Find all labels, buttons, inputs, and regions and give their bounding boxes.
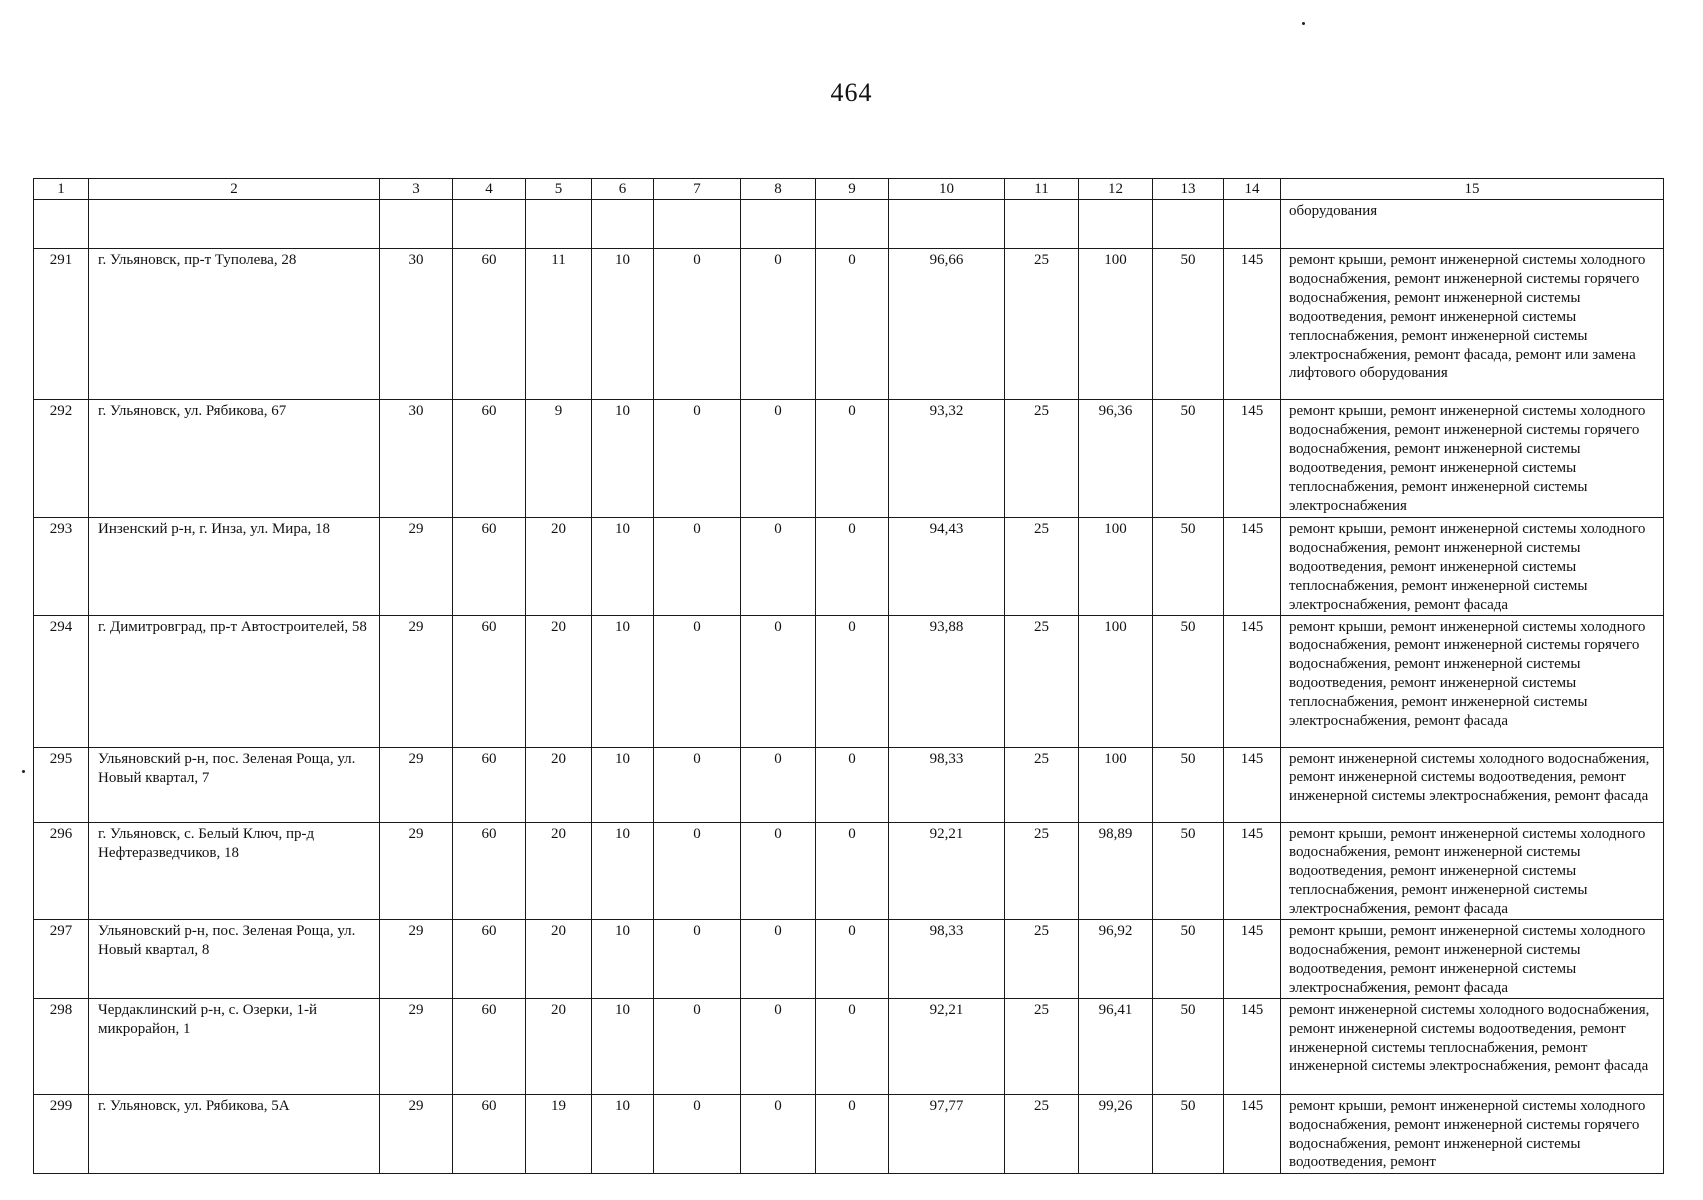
- row-number: 298: [34, 998, 89, 1094]
- value-cell: 60: [453, 249, 526, 400]
- table-row: [34, 518, 1664, 616]
- value-cell: 29: [380, 518, 453, 616]
- value-cell: 0: [654, 615, 741, 747]
- address-cell: Ульяновский р-н, пос. Зеленая Роща, ул. Новый квартал, 7: [89, 747, 380, 822]
- address-cell: г. Ульяновск, ул. Рябикова, 5А: [89, 1094, 380, 1173]
- value-cell: 93,32: [889, 400, 1005, 518]
- value-cell: 20: [526, 998, 592, 1094]
- value-cell: 10: [592, 615, 654, 747]
- works-list: ремонт крыши, ремонт инженерной системы холодного водоснабжения, ремонт инженерной системы водоотведения, ремонт инженерной системы теплоснабжения, ремонт инженерной системы электроснабжения, ремонт фасада: [1281, 518, 1664, 616]
- registry-table: [33, 178, 1664, 1174]
- address-cell: Ульяновский р-н, пос. Зеленая Роща, ул. Новый квартал, 8: [89, 920, 380, 999]
- value-cell: 0: [654, 1094, 741, 1173]
- works-list: ремонт инженерной системы холодного водоснабжения, ремонт инженерной системы водоотведения, ремонт инженерной системы теплоснабжения, ремонт инженерной системы электроснабжения, ремонт фасада: [1281, 998, 1664, 1094]
- works-list: оборудования: [1281, 200, 1664, 249]
- value-cell: 145: [1224, 822, 1281, 920]
- works-list: ремонт крыши, ремонт инженерной системы холодного водоснабжения, ремонт инженерной системы водоотведения, ремонт инженерной системы электроснабжения, ремонт фасада: [1281, 920, 1664, 999]
- value-cell: 20: [526, 518, 592, 616]
- value-cell: 25: [1005, 249, 1079, 400]
- value-cell: 0: [654, 998, 741, 1094]
- value-cell: 60: [453, 615, 526, 747]
- row-number: 293: [34, 518, 89, 616]
- table-row: [34, 249, 1664, 400]
- value-cell: 0: [741, 615, 816, 747]
- value-cell: 60: [453, 998, 526, 1094]
- value-cell: 29: [380, 998, 453, 1094]
- value-cell: 145: [1224, 920, 1281, 999]
- value-cell: 0: [816, 998, 889, 1094]
- value-cell: 96,92: [1079, 920, 1153, 999]
- value-cell: 30: [380, 400, 453, 518]
- value-cell: 92,21: [889, 998, 1005, 1094]
- value-cell: 19: [526, 1094, 592, 1173]
- value-cell: 29: [380, 615, 453, 747]
- value-cell: 50: [1153, 518, 1224, 616]
- table-row: [34, 822, 1664, 920]
- value-cell: 98,33: [889, 747, 1005, 822]
- value-cell: 29: [380, 1094, 453, 1173]
- row-number: 299: [34, 1094, 89, 1173]
- value-cell: 9: [526, 400, 592, 518]
- value-cell: 145: [1224, 615, 1281, 747]
- value-cell: 29: [380, 920, 453, 999]
- table-row: [34, 400, 1664, 518]
- value-cell: 10: [592, 998, 654, 1094]
- value-cell: 10: [592, 822, 654, 920]
- column-header: 12: [1079, 179, 1153, 200]
- works-list: ремонт крыши, ремонт инженерной системы холодного водоснабжения, ремонт инженерной системы водоотведения, ремонт инженерной системы теплоснабжения, ремонт инженерной системы электроснабжения, ремонт фасада: [1281, 822, 1664, 920]
- value-cell: 50: [1153, 400, 1224, 518]
- value-cell: 50: [1153, 747, 1224, 822]
- column-header: 3: [380, 179, 453, 200]
- row-number: 292: [34, 400, 89, 518]
- value-cell: 25: [1005, 920, 1079, 999]
- value-cell: 0: [654, 249, 741, 400]
- value-cell: 25: [1005, 998, 1079, 1094]
- value-cell: 20: [526, 920, 592, 999]
- value-cell: 0: [654, 920, 741, 999]
- value-cell: 0: [816, 1094, 889, 1173]
- value-cell: 50: [1153, 615, 1224, 747]
- value-cell: 145: [1224, 249, 1281, 400]
- value-cell: 10: [592, 518, 654, 616]
- value-cell: 25: [1005, 822, 1079, 920]
- value-cell: 50: [1153, 822, 1224, 920]
- value-cell: 93,88: [889, 615, 1005, 747]
- value-cell: 50: [1153, 920, 1224, 999]
- value-cell: 0: [816, 920, 889, 999]
- column-header: 4: [453, 179, 526, 200]
- column-header: 8: [741, 179, 816, 200]
- column-header: 15: [1281, 179, 1664, 200]
- continuation-row: [34, 200, 1664, 249]
- value-cell: 50: [1153, 249, 1224, 400]
- works-list: ремонт крыши, ремонт инженерной системы холодного водоснабжения, ремонт инженерной системы горячего водоснабжения, ремонт инженерной системы водоотведения, ремонт инженерной системы теплоснабжения, ремонт инженерной системы электроснабжения, ремонт фасада, ремонт или замена лифтового оборудования: [1281, 249, 1664, 400]
- value-cell: 100: [1079, 518, 1153, 616]
- value-cell: 100: [1079, 615, 1153, 747]
- value-cell: 92,21: [889, 822, 1005, 920]
- value-cell: 11: [526, 249, 592, 400]
- value-cell: 0: [741, 249, 816, 400]
- value-cell: 0: [741, 822, 816, 920]
- value-cell: 0: [816, 822, 889, 920]
- scan-speck: [22, 770, 25, 773]
- address-cell: Инзенский р-н, г. Инза, ул. Мира, 18: [89, 518, 380, 616]
- value-cell: 0: [741, 998, 816, 1094]
- value-cell: 10: [592, 400, 654, 518]
- value-cell: 10: [592, 920, 654, 999]
- value-cell: 60: [453, 747, 526, 822]
- row-number: 297: [34, 920, 89, 999]
- value-cell: 100: [1079, 747, 1153, 822]
- column-header: 1: [34, 179, 89, 200]
- column-header: 13: [1153, 179, 1224, 200]
- address-cell: г. Димитровград, пр-т Автостроителей, 58: [89, 615, 380, 747]
- row-number: 291: [34, 249, 89, 400]
- value-cell: 25: [1005, 615, 1079, 747]
- value-cell: 0: [654, 400, 741, 518]
- page-number: 464: [830, 78, 873, 107]
- value-cell: 0: [741, 518, 816, 616]
- value-cell: 98,33: [889, 920, 1005, 999]
- address-cell: г. Ульяновск, с. Белый Ключ, пр-д Нефтеразведчиков, 18: [89, 822, 380, 920]
- value-cell: 0: [654, 822, 741, 920]
- value-cell: 0: [654, 518, 741, 616]
- value-cell: 50: [1153, 998, 1224, 1094]
- value-cell: 0: [741, 747, 816, 822]
- value-cell: 29: [380, 822, 453, 920]
- row-number: 296: [34, 822, 89, 920]
- value-cell: 96,41: [1079, 998, 1153, 1094]
- value-cell: 96,66: [889, 249, 1005, 400]
- scan-speck: [1302, 22, 1305, 25]
- value-cell: 25: [1005, 518, 1079, 616]
- value-cell: 97,77: [889, 1094, 1005, 1173]
- value-cell: 60: [453, 822, 526, 920]
- value-cell: 145: [1224, 1094, 1281, 1173]
- value-cell: 0: [816, 518, 889, 616]
- row-number: 295: [34, 747, 89, 822]
- value-cell: 99,26: [1079, 1094, 1153, 1173]
- column-number-row: [34, 179, 1664, 200]
- value-cell: 60: [453, 518, 526, 616]
- column-header: 11: [1005, 179, 1079, 200]
- value-cell: 145: [1224, 518, 1281, 616]
- column-header: 2: [89, 179, 380, 200]
- column-header: 5: [526, 179, 592, 200]
- works-list: ремонт крыши, ремонт инженерной системы холодного водоснабжения, ремонт инженерной системы горячего водоснабжения, ремонт инженерной системы водоотведения, ремонт инженерной системы теплоснабжения, ремонт инженерной системы электроснабжения, ремонт фасада: [1281, 615, 1664, 747]
- table-row: [34, 615, 1664, 747]
- value-cell: 0: [741, 400, 816, 518]
- address-cell: г. Ульяновск, ул. Рябикова, 67: [89, 400, 380, 518]
- value-cell: 94,43: [889, 518, 1005, 616]
- address-cell: Чердаклинский р-н, с. Озерки, 1-й микрорайон, 1: [89, 998, 380, 1094]
- value-cell: 60: [453, 920, 526, 999]
- value-cell: 145: [1224, 747, 1281, 822]
- value-cell: 0: [741, 1094, 816, 1173]
- value-cell: 145: [1224, 400, 1281, 518]
- value-cell: 0: [816, 249, 889, 400]
- value-cell: 96,36: [1079, 400, 1153, 518]
- value-cell: 10: [592, 747, 654, 822]
- value-cell: 98,89: [1079, 822, 1153, 920]
- value-cell: 60: [453, 1094, 526, 1173]
- column-header: 7: [654, 179, 741, 200]
- value-cell: 10: [592, 249, 654, 400]
- value-cell: 0: [816, 747, 889, 822]
- works-list: ремонт крыши, ремонт инженерной системы холодного водоснабжения, ремонт инженерной системы горячего водоснабжения, ремонт инженерной системы водоотведения, ремонт: [1281, 1094, 1664, 1173]
- works-list: ремонт крыши, ремонт инженерной системы холодного водоснабжения, ремонт инженерной системы горячего водоснабжения, ремонт инженерной системы водоотведения, ремонт инженерной системы теплоснабжения, ремонт инженерной системы электроснабжения: [1281, 400, 1664, 518]
- value-cell: 0: [654, 747, 741, 822]
- table-row: [34, 1094, 1664, 1173]
- value-cell: 29: [380, 747, 453, 822]
- column-header: 6: [592, 179, 654, 200]
- table-row: [34, 998, 1664, 1094]
- address-cell: г. Ульяновск, пр-т Туполева, 28: [89, 249, 380, 400]
- table-row: [34, 747, 1664, 822]
- value-cell: 50: [1153, 1094, 1224, 1173]
- value-cell: 25: [1005, 400, 1079, 518]
- value-cell: 10: [592, 1094, 654, 1173]
- value-cell: 20: [526, 822, 592, 920]
- value-cell: 25: [1005, 747, 1079, 822]
- value-cell: 60: [453, 400, 526, 518]
- value-cell: 0: [816, 615, 889, 747]
- value-cell: 25: [1005, 1094, 1079, 1173]
- value-cell: 20: [526, 747, 592, 822]
- value-cell: 30: [380, 249, 453, 400]
- table-row: [34, 920, 1664, 999]
- column-header: 14: [1224, 179, 1281, 200]
- row-number: 294: [34, 615, 89, 747]
- value-cell: 0: [816, 400, 889, 518]
- value-cell: 145: [1224, 998, 1281, 1094]
- value-cell: 0: [741, 920, 816, 999]
- works-list: ремонт инженерной системы холодного водоснабжения, ремонт инженерной системы водоотведения, ремонт инженерной системы электроснабжения, ремонт фасада: [1281, 747, 1664, 822]
- column-header: 10: [889, 179, 1005, 200]
- value-cell: 100: [1079, 249, 1153, 400]
- column-header: 9: [816, 179, 889, 200]
- value-cell: 20: [526, 615, 592, 747]
